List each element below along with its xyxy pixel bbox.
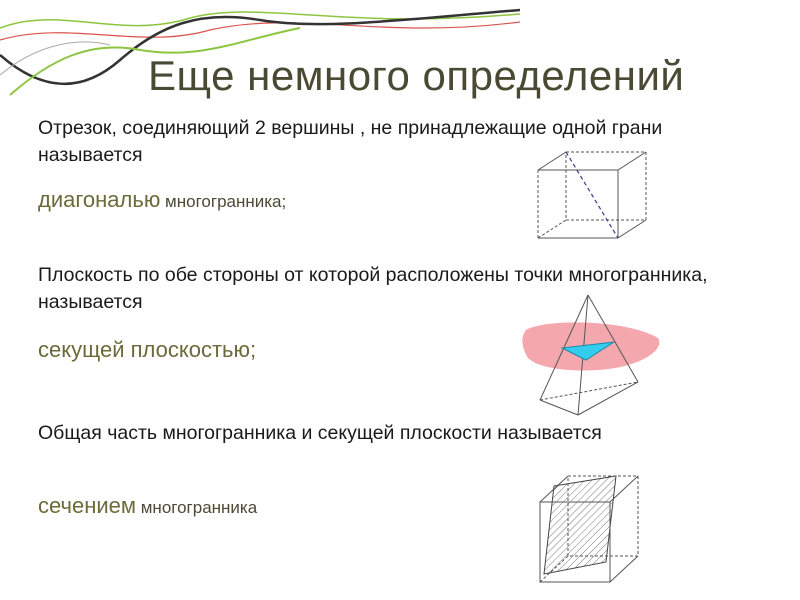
term-section-suffix: многогранника: [136, 498, 258, 517]
term-section-word: сечением: [38, 493, 137, 518]
page-title: Еще немного определений: [148, 52, 685, 99]
cube-diagonal-figure: [528, 140, 668, 265]
cube-section-figure: [518, 462, 668, 590]
definition-text-plane: Плоскость по обе стороны от которой расположены точки многогранника, называется: [38, 264, 708, 313]
pyramid-section-figure: [518, 290, 668, 418]
term-section: [38, 492, 257, 522]
term-diagonal-word: диагональю: [38, 187, 161, 212]
term-section-plane-word: секущей плоскостью;: [38, 337, 257, 362]
definition-text-diagonal: Отрезок, соединяющий 2 вершины , не принадлежащие одной грани называется: [38, 117, 663, 166]
term-diagonal-suffix: многогранника;: [160, 192, 287, 211]
term-section-plane: [38, 336, 256, 366]
definition-text-section: Общая часть многогранника и секущей плоскости называется: [38, 422, 602, 444]
term-diagonal: [38, 186, 286, 216]
